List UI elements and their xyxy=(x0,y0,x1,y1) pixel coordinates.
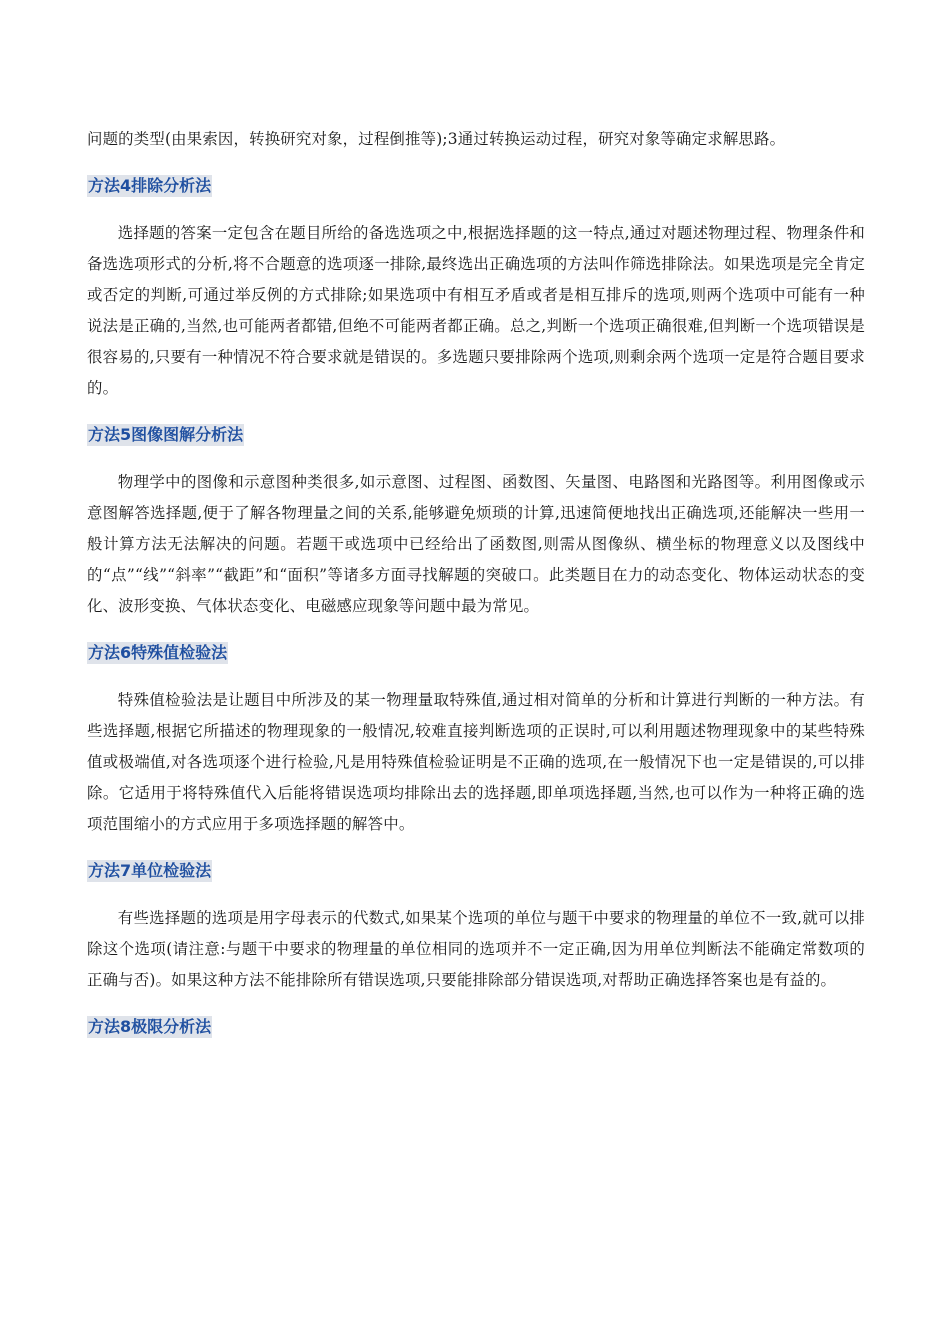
section-body-method-7: 有些选择题的选项是用字母表示的代数式,如果某个选项的单位与题干中要求的物理量的单位不一致,就可以排除这个选项(请注意:与题干中要求的物理量的单位相同的选项并不一定正确,因为用单位判断法不能确定常数项的正确与否)。如果这种方法不能排除所有错误选项,只要能排除部分错误选项,对帮助正确选择答案也是有益的。 xyxy=(87,909,865,989)
section-body-method-6: 特殊值检验法是让题目中所涉及的某一物理量取特殊值,通过相对简单的分析和计算进行判断的一种方法。有些选择题,根据它所描述的物理现象的一般情况,较难直接判断选项的正误时,可以利用题述物理现象中的某些特殊值或极端值,对各选项逐个进行检验,凡是用特殊值检验证明是不正确的选项,在一般情况下也一定是错误的,可以排除。它适用于将特殊值代入后能将错误选项均排除出去的选择题,即单项选择题,当然,也可以作为一种将正确的选项范围缩小的方式应用于多项选择题的解答中。 xyxy=(87,691,865,833)
section-body-method-4: 选择题的答案一定包含在题目所给的备选选项之中,根据选择题的这一特点,通过对题述物理过程、物理条件和备选选项形式的分析,将不合题意的选项逐一排除,最终选出正确选项的方法叫作筛选排除法。如果选项是完全肯定或否定的判断,可通过举反例的方式排除;如果选项中有相互矛盾或者是相互排斥的选项,则两个选项中可能有一种说法是正确的,当然,也可能两者都错,但绝不可能两者都正确。总之,判断一个选项正确很难,但判断一个选项错误是很容易的,只要有一种情况不符合要求就是错误的。多选题只要排除两个选项,则剩余两个选项一定是符合题目要求的。 xyxy=(87,224,865,397)
section-5 xyxy=(87,419,865,450)
intro-paragraph: 问题的类型(由果索因，转换研究对象，过程倒推等);3通过转换运动过程，研究对象等确定求解思路。 xyxy=(87,130,786,148)
section-6 xyxy=(87,637,865,668)
section-heading-method-4: 方法4排除分析法 xyxy=(88,175,212,195)
section-body-method-5: 物理学中的图像和示意图种类很多,如示意图、过程图、函数图、矢量图、电路图和光路图等。利用图像或示意图解答选择题,便于了解各物理量之间的关系,能够避免烦琐的计算,迅速简便地找出正确选项,还能解决一些用一般计算方法无法解决的问题。若题干或选项中已经给出了函数图,则需从图像纵、横坐标的物理意义以及图线中的“点”“线”“斜率”“截距”和“面积”等诸多方面寻找解题的突破口。此类题目在力的动态变化、物体运动状态的变化、波形变换、气体状态变化、电磁感应现象等问题中最为常见。 xyxy=(87,473,865,615)
section-8 xyxy=(87,1011,865,1042)
section-heading-method-5: 方法5图像图解分析法 xyxy=(88,424,244,444)
document-page xyxy=(87,124,865,1042)
section-heading-method-7: 方法7单位检验法 xyxy=(88,860,212,880)
section-7 xyxy=(87,855,865,886)
section-4 xyxy=(87,170,865,201)
section-heading-method-6: 方法6特殊值检验法 xyxy=(88,642,228,662)
section-heading-method-8: 方法8极限分析法 xyxy=(88,1016,212,1036)
